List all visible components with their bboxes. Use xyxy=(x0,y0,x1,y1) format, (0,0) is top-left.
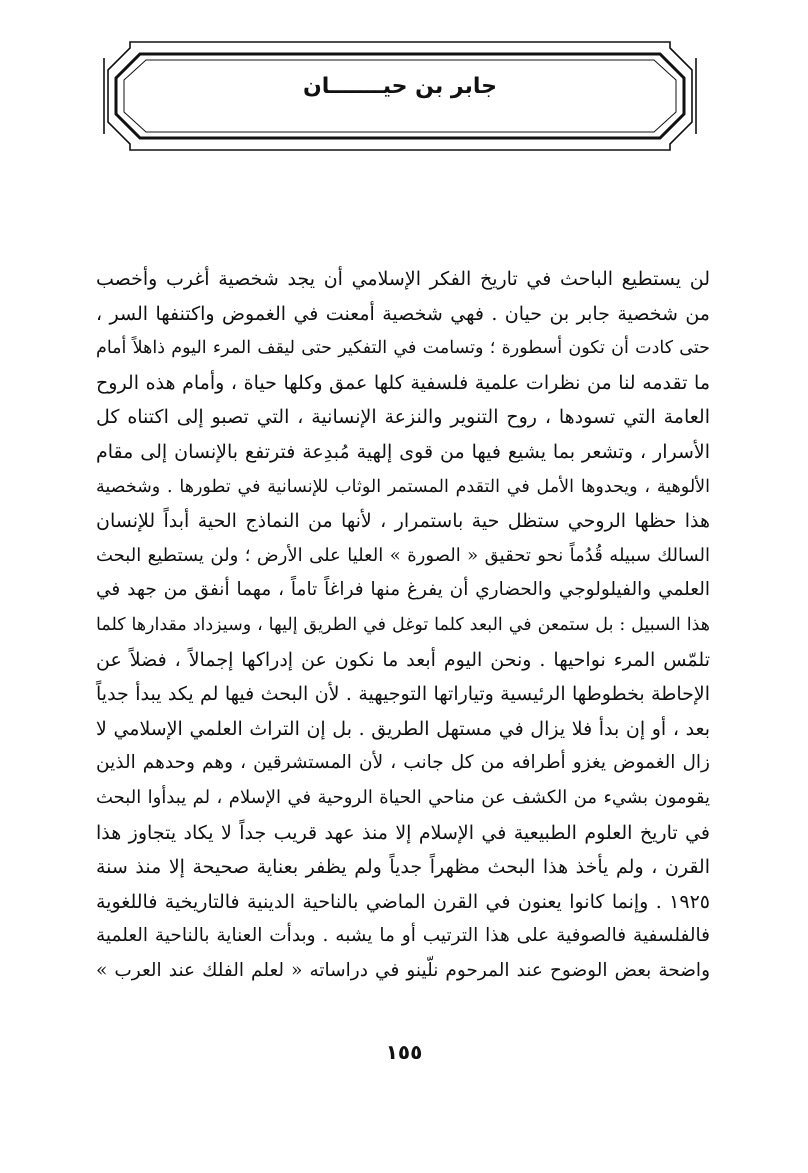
text-line: ما تقدمه لنا من نظرات علمية فلسفية كلها عمق وكلها حياة ، وأمام هذه الروح xyxy=(96,371,710,394)
text-line: الإحاطة بخطوطها الرئيسية وتياراتها التوجيهية . لأن البحث فيها لم يكد يبدأ جدياً xyxy=(96,683,710,706)
text-line: العلمي والفيلولوجي والحضاري أن يفرغ منها فراغاً تاماً ، مهما أنفق من جهد في xyxy=(96,579,710,601)
text-line: زال الغموض يغزو أطرافه من كل جانب ، لأن المستشرقين ، وهم وحدهم الذين xyxy=(96,752,710,774)
chapter-title: جابر بن حيـــــــان xyxy=(303,74,497,99)
text-line: من شخصية جابر بن حيان . فهي شخصية أمعنت في الغموض واكتنفها السر ، xyxy=(96,302,710,325)
text-line: فالفلسفية فالصوفية على هذا الترتيب أو ما يشبه . وبدأت العناية بالناحية العلمية xyxy=(96,925,710,947)
text-line: حتى كادت أن تكون أسطورة ؛ وتسامت في التفكير حتى ليقف المرء اليوم ذاهلاً أمام xyxy=(96,338,710,359)
text-line: لن يستطيع الباحث في تاريخ الفكر الإسلامي أن يجد شخصية أغرب وأخصب xyxy=(96,268,710,290)
text-line: القرن ، ولم يأخذ هذا البحث مظهراً جدياً ولم يظفر بعناية صحيحة إلا منذ سنة xyxy=(96,856,710,879)
text-line: الأسرار ، وتشعر بما يشيع فيها من قوى إلهية مُبدِعة فترتفع بالإنسان إلى مقام xyxy=(96,440,710,463)
text-line: بعد ، أو إن بدأ فلا يزال في مستهل الطريق . بل إن التراث العلمي الإسلامي لا xyxy=(96,717,710,740)
text-line: العامة التي تسودها ، روح التنوير والنزعة الإنسانية ، التي تصبو إلى اكتناه كل xyxy=(96,406,710,429)
text-line: الألوهية ، ويحدوها الأمل في التقدم المستمر الوثاب للإنسانية في تطورها . وشخصية xyxy=(96,476,710,497)
chapter-header-frame xyxy=(100,40,700,152)
text-line: السالك سبيله قُدُماً نحو تحقيق « الصورة » العليا على الأرض ؛ ولن يستطيع البحث xyxy=(96,544,710,566)
page-number: ١٥٥ xyxy=(385,1040,423,1064)
text-line: يقومون بشيء من الكشف عن مناحي الحياة الروحية في الإسلام ، لم يبدأوا البحث xyxy=(96,786,710,808)
text-line: واضحة بعض الوضوح عند المرحوم نلّينو في دراساته « لعلم الفلك عند العرب » xyxy=(96,959,710,981)
text-line: تلمّس المرء نواحيها . ونحن اليوم أبعد ما نكون عن إدراكها إجمالاً ، فضلاً عن xyxy=(96,648,710,671)
text-line: هذا السبيل : بل ستمعن في البعد كلما توغل في الطريق إليها ، وسيزداد مقدارها كلما xyxy=(96,614,710,635)
text-line: في تاريخ العلوم الطبيعية في الإسلام إلا منذ عهد قريب جداً لا يكاد يتجاوز هذا xyxy=(96,821,710,844)
text-line: ١٩٢٥ . وإنما كانوا يعنون في القرن الماضي بالناحية الدينية فالتاريخية فاللغوية xyxy=(96,890,710,913)
text-line: هذا حظها الروحي ستظل حية باستمرار ، لأنها من النماذج الحية أبداً للإنسان xyxy=(96,510,710,533)
body-paragraph xyxy=(96,262,710,988)
